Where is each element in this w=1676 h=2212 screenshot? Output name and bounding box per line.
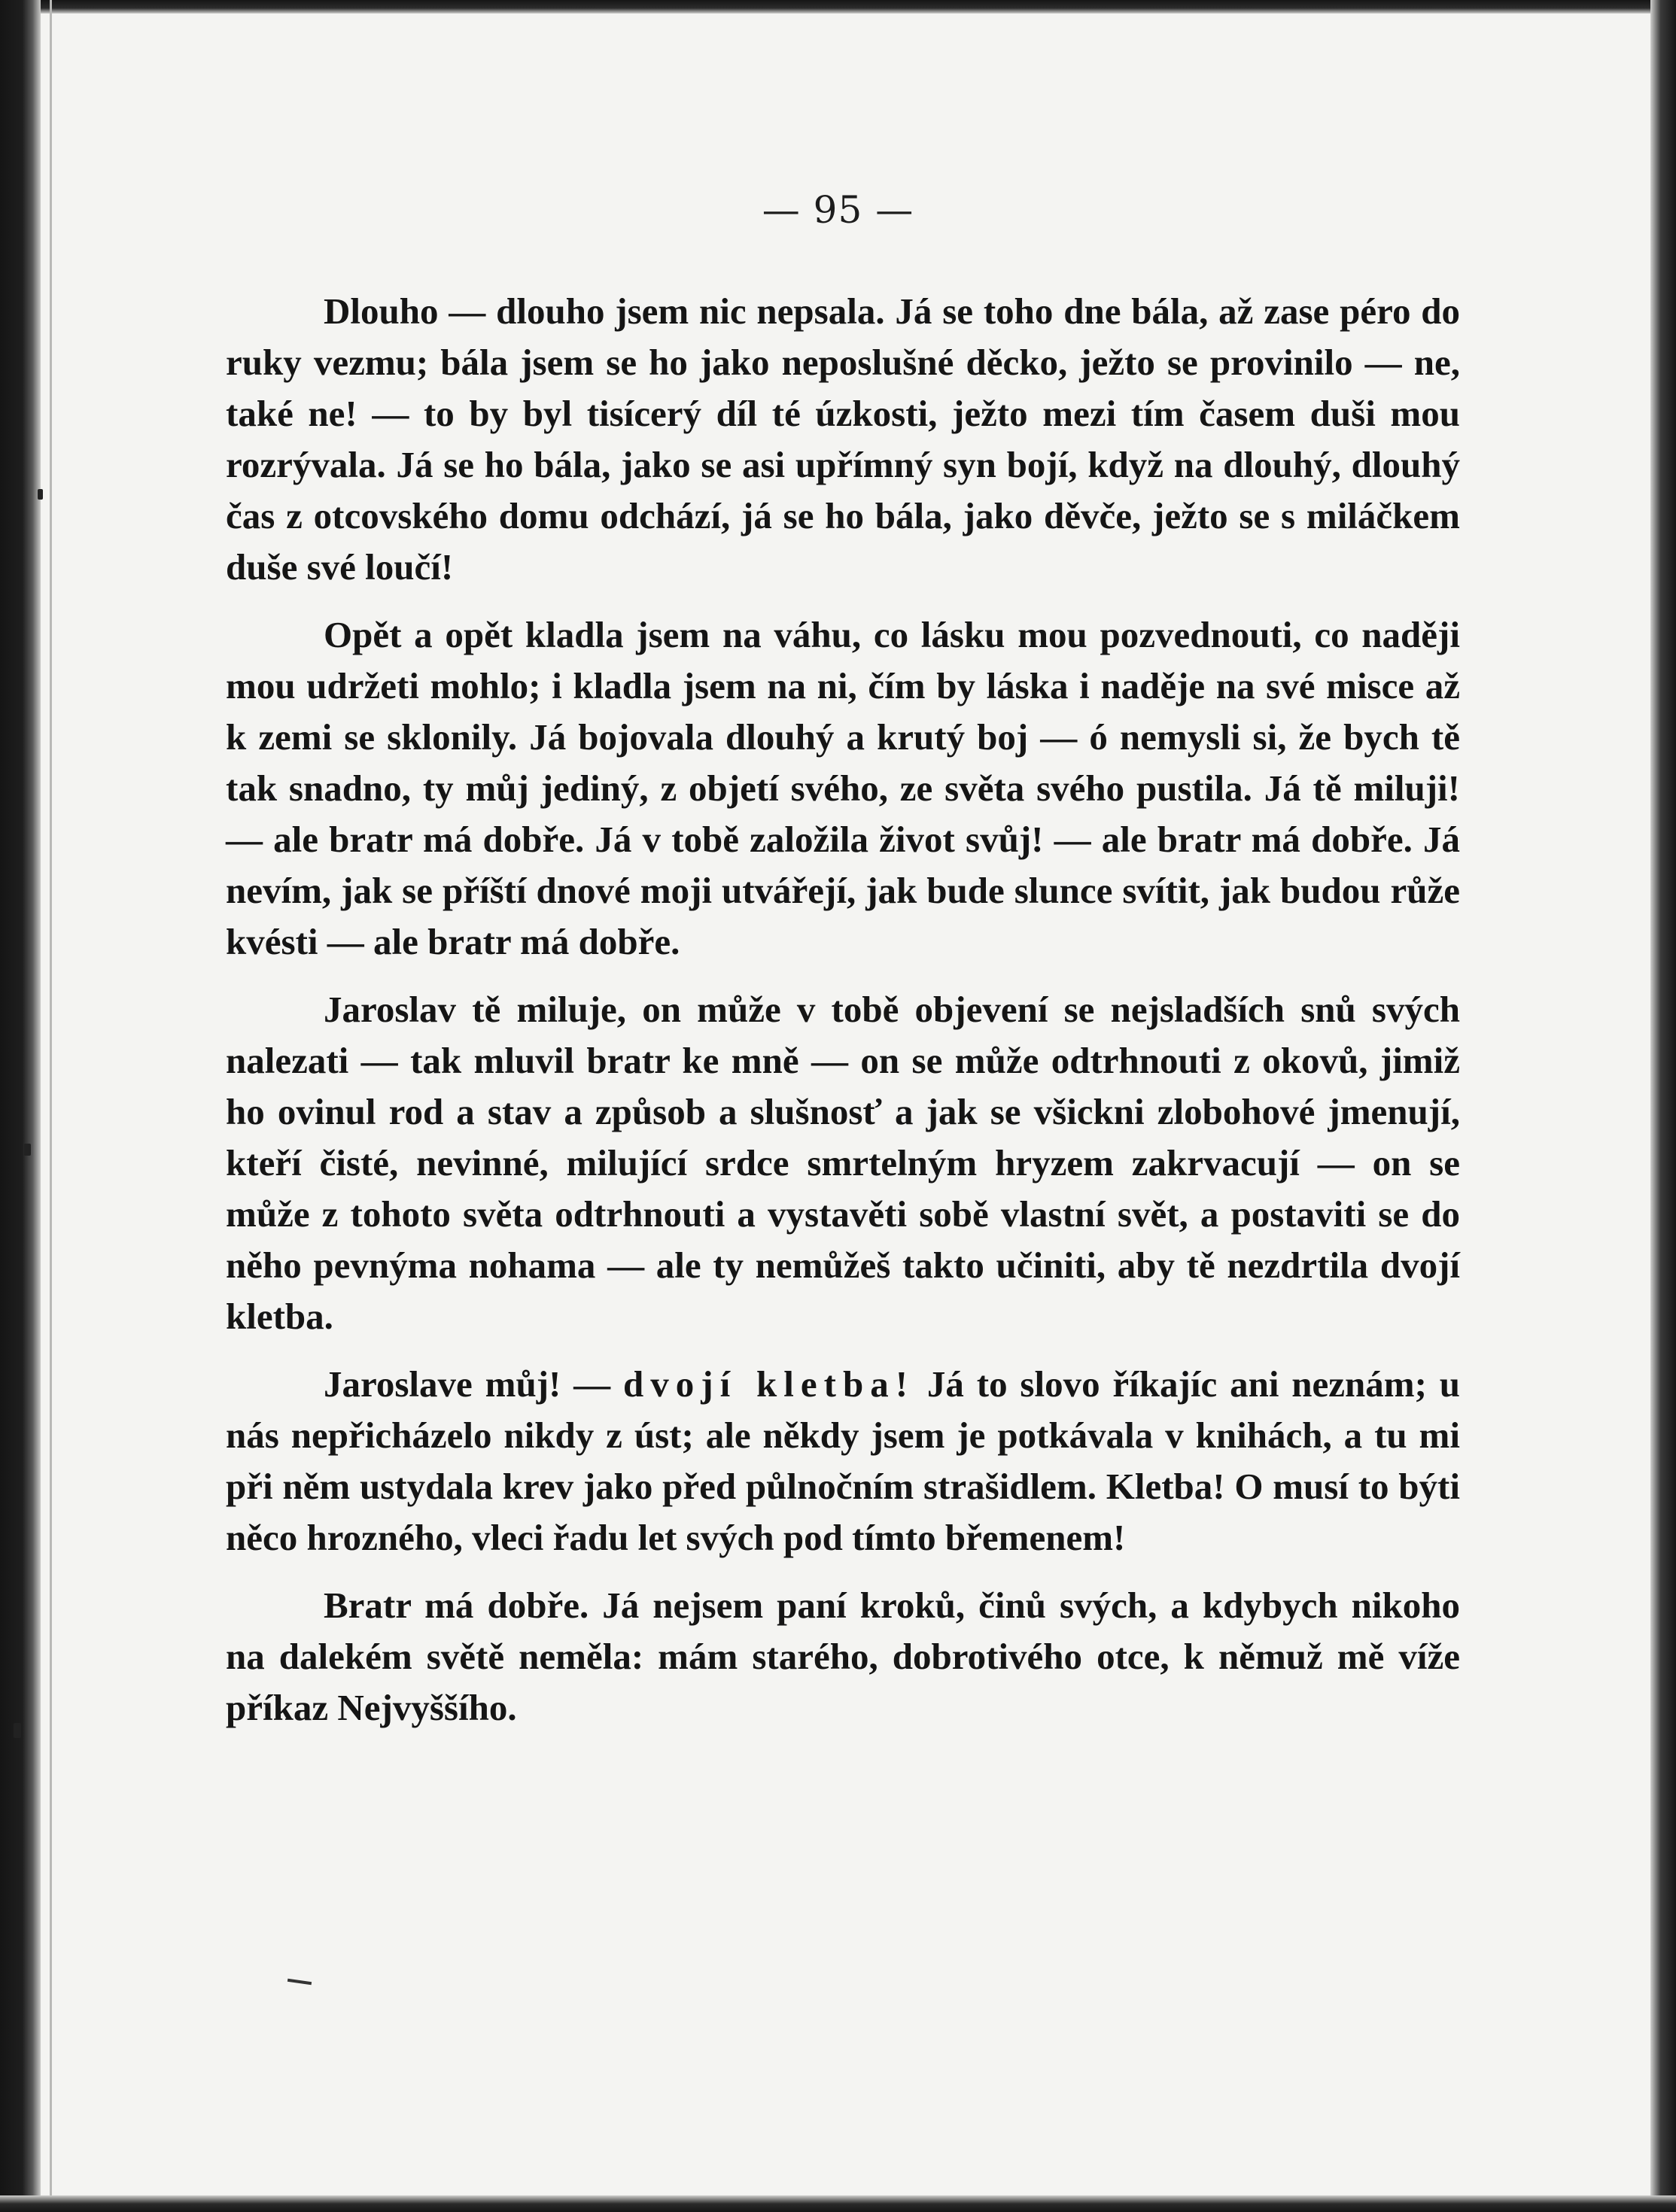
emphasized-spaced-text: dvojí kletba!: [623, 1363, 915, 1405]
scan-edge-bottom: [0, 2195, 1676, 2212]
paragraph: [226, 1359, 1460, 1563]
scan-speck: [38, 489, 43, 500]
paragraph: Dlouho — dlouho jsem nic nepsala. Já se toho dne bála, až zase péro do ruky vezmu; bála jsem se ho jako neposlušné děcko, ježto se provinilo — ne, také ne! — to by byl tisícerý díl té úzkosti, ježto mezi tím časem duši mou rozrývala. Já se ho bála, jako se asi upřímný syn bojí, když na dlouhý, dlouhý čas z otcovského domu odchází, já se ho bála, jako děvče, ježto se s miláčkem duše své loučí!: [226, 290, 1460, 588]
paragraph-text-before: Jaroslave můj! —: [324, 1363, 624, 1405]
scan-edge-top: [0, 0, 1676, 14]
paragraph: Opět a opět kladla jsem na váhu, co lásku mou pozvednouti, co naději mou udržeti mohlo; i kladla jsem na ni, čím by láska i naděje na své misce až k zemi se sklonily. Já bojovala dlouhý a krutý boj — ó nemysli si, že bych tě tak snadno, ty můj jediný, z objetí svého, ze světa svého pustila. Já tě miluji! — ale bratr má dobře. Já v tobě založila život svůj! — ale bratr má dobře. Já nevím, jak se příští dnové moji utvářejí, jak bude slunce svítit, jak budou růže kvésti — ale bratr má dobře.: [226, 614, 1460, 962]
page-number: — 95 —: [762, 188, 914, 232]
paragraph-text-after: Já to slovo říkajíc ani neznám; u nás nepřicházelo nikdy z úst; ale někdy jsem je potkávala v knihách, a tu mi při něm ustydala krev jako před půlnočním strašidlem. Kletba! O musí to býti něco hrozného, vleci řadu let svých pod tímto břemenem!: [226, 1363, 1461, 1558]
paragraph: Jaroslav tě miluje, on může v tobě objevení se nejsladších snů svých nalezati — tak mluvil bratr ke mně — on se může odtrhnouti z okovů, jimiž ho ovinul rod a stav a způsob a slušnosť a jak se všickni zlobohové jmenují, kteří čisté, nevinné, milující srdce smrtelným hryzem zakrvacují — on se může z tohoto světa odtrhnouti a vystavěti sobě vlastní svět, a postaviti se do něho pevnýma nohama — ale ty nemůžeš takto učiniti, aby tě nezdrtila dvojí kletba.: [226, 989, 1460, 1337]
paragraph: Bratr má dobře. Já nejsem paní kroků, činů svých, a kdybych nikoho na dalekém světě neměla: mám starého, dobrotivého otce, k němuž mě víže příkaz Nejvyššího.: [226, 1585, 1460, 1728]
scan-speck: [14, 1723, 21, 1738]
scan-edge-right: [1650, 0, 1676, 2212]
body-text: [226, 286, 1460, 1750]
scan-speck: [24, 1144, 31, 1156]
ink-mark: [287, 1979, 312, 1985]
binding-gutter-line: [50, 0, 52, 2212]
scan-edge-left: [0, 0, 41, 2212]
